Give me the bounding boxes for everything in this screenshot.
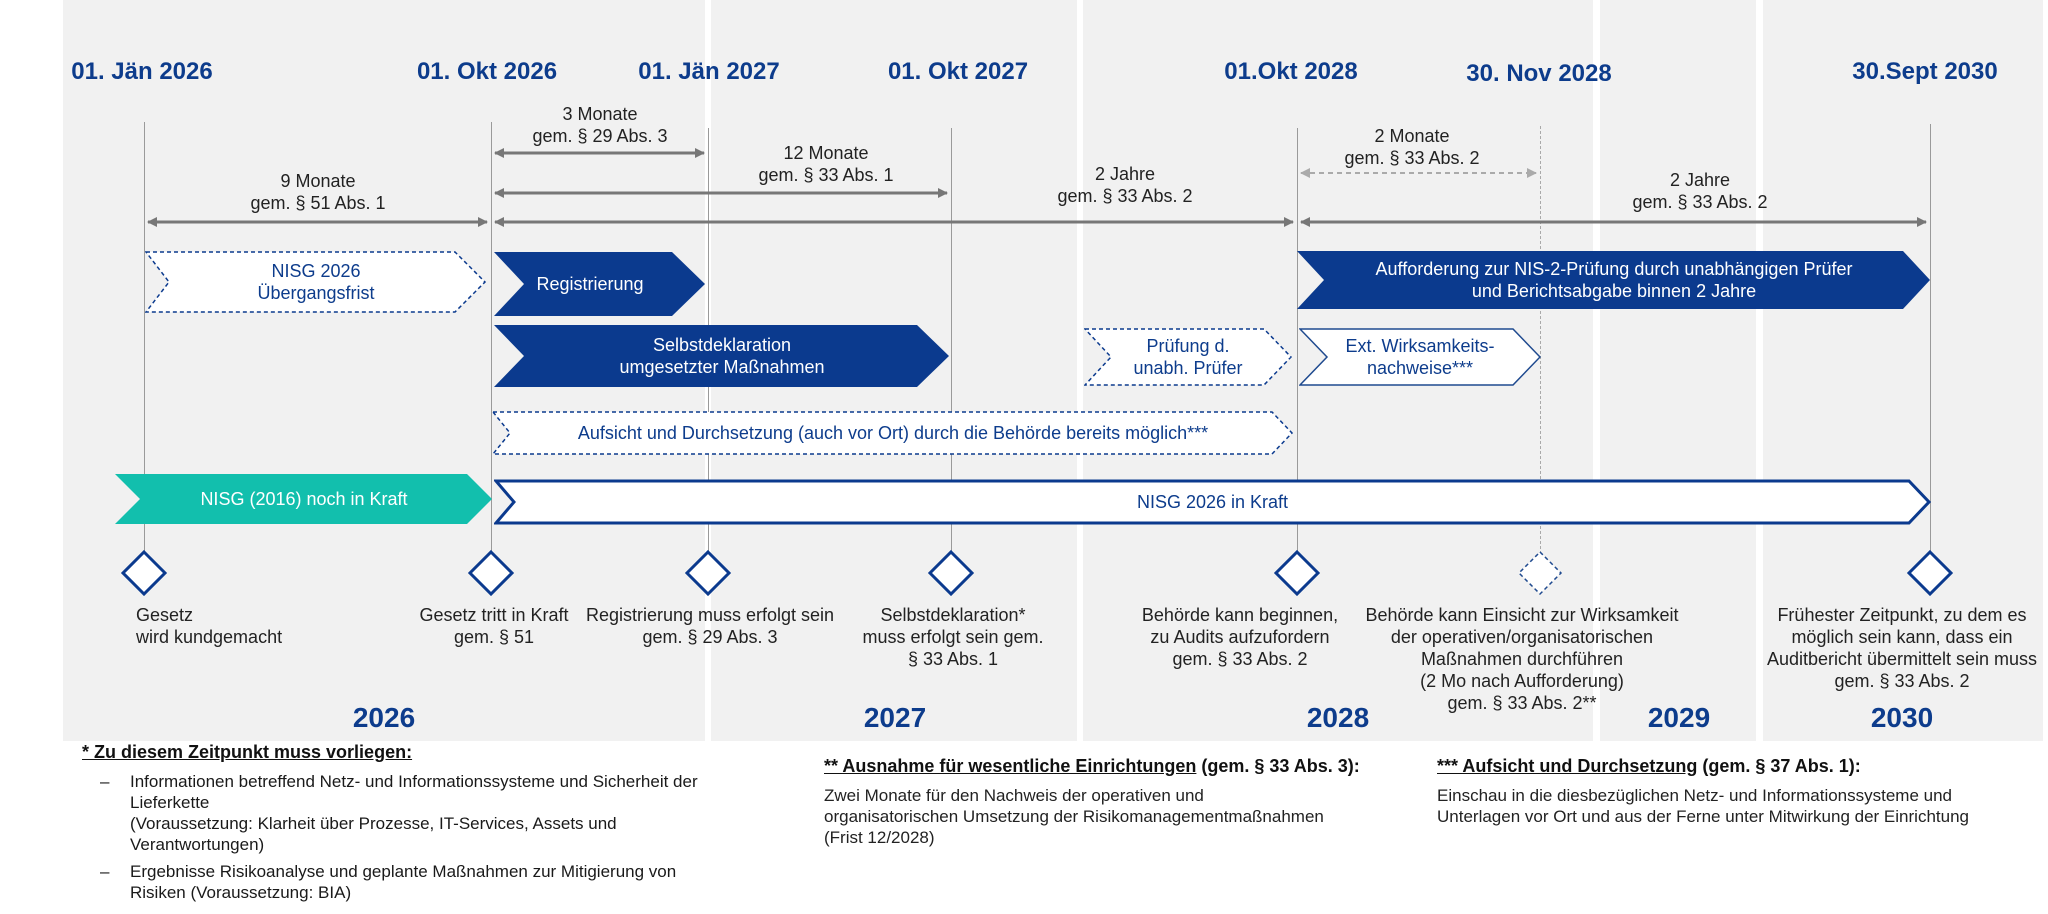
milestone-diamond-icon — [928, 550, 974, 596]
bullet-line: Verantwortungen) — [130, 835, 265, 854]
date-header-jan-2026: 01. Jän 2026 — [71, 58, 213, 85]
phase-label: NISG (2016) noch in Kraft — [200, 489, 408, 509]
phase-pruefung-unabh-pruefer — [1084, 328, 1292, 386]
milestone-line: wird kundgemacht — [136, 627, 283, 647]
milestone-diamond-icon — [121, 550, 167, 596]
date-header-okt-2026: 01. Okt 2026 — [416, 58, 558, 85]
span-duration: 2 Monate — [1374, 126, 1450, 146]
phase-label: Registrierung — [536, 274, 644, 294]
span-reference: gem. § 29 Abs. 3 — [532, 126, 668, 146]
phase-label: Aufsicht und Durchsetzung (auch vor Ort) durch die Behörde bereits möglich*** — [577, 423, 1209, 443]
phase-label: NISG 2026 — [271, 261, 361, 281]
date-header-sept-2030: 30.Sept 2030 — [1852, 58, 1998, 85]
milestone-text-selbstdeklaration — [862, 604, 1043, 670]
milestone-line: Gesetz tritt in Kraft — [419, 605, 569, 625]
footnote-bullet — [82, 771, 802, 855]
footnote-line: Einschau in die diesbezüglichen Netz- und Informationssysteme und — [1437, 786, 1953, 805]
footnote-line: (Frist 12/2028) — [824, 828, 935, 847]
span-reference: gem. § 51 Abs. 1 — [250, 193, 386, 213]
phase-sublabel: umgesetzter Maßnahmen — [619, 357, 825, 377]
milestone-line: gem. § 33 Abs. 2 — [1834, 671, 1970, 691]
year-label-2030: 2030 — [1870, 702, 1934, 733]
date-header-nov-2028: 30. Nov 2028 — [1466, 60, 1612, 87]
phase-nisg-2016-in-kraft — [115, 474, 493, 524]
phase-aufsicht-durchsetzung — [492, 411, 1294, 455]
milestone-line: der operativen/organisatorischen — [1390, 627, 1654, 647]
footnote-ausnahme — [824, 756, 1404, 848]
footnote-aufsicht — [1437, 756, 2037, 827]
milestone-line: Behörde kann beginnen, — [1141, 605, 1339, 625]
phase-label: Selbstdeklaration — [652, 335, 792, 355]
span-duration: 2 Jahre — [1094, 164, 1156, 184]
milestone-diamond-icon — [468, 550, 514, 596]
phase-sublabel: unabh. Prüfer — [1133, 358, 1243, 378]
milestone-diamond-icon — [1274, 550, 1320, 596]
bullet-line: Lieferkette — [130, 793, 210, 812]
phase-sublabel: nachweise*** — [1366, 358, 1474, 378]
footnote-line: Unterlagen vor Ort und aus der Ferne unter Mitwirkung der Einrichtung — [1437, 807, 1969, 826]
phase-registrierung — [494, 252, 706, 316]
milestone-text-registrierung — [586, 604, 834, 648]
span-duration: 2 Jahre — [1669, 170, 1731, 190]
milestone-line: gem. § 33 Abs. 2** — [1447, 693, 1597, 713]
date-header-okt-2027: 01. Okt 2027 — [887, 58, 1029, 85]
span-reference: gem. § 33 Abs. 2 — [1057, 186, 1193, 206]
milestone-line: Behörde kann Einsicht zur Wirksamkeit — [1365, 605, 1679, 625]
span-arrows — [0, 0, 2048, 260]
phase-nisg-2026-in-kraft-bar — [494, 479, 1931, 525]
footnote-title: ** Ausnahme für wesentliche Einrichtungen (gem. § 33 Abs. 3): — [824, 756, 1360, 776]
year-label-2029: 2029 — [1647, 702, 1711, 733]
span-reference: gem. § 33 Abs. 2 — [1344, 148, 1480, 168]
span-reference: gem. § 33 Abs. 2 — [1632, 192, 1768, 212]
milestone-line: (2 Mo nach Aufforderung) — [1420, 671, 1624, 691]
milestone-text-auditbericht — [1767, 604, 2037, 692]
milestone-line: § 33 Abs. 1 — [907, 649, 999, 669]
phase-label: Aufforderung zur NIS-2-Prüfung durch unabhängigen Prüfer — [1375, 259, 1853, 279]
phase-sublabel: und Berichtsabgabe binnen 2 Jahre — [1471, 281, 1757, 301]
year-label-2027: 2027 — [863, 702, 927, 733]
year-label-2026: 2026 — [352, 702, 416, 733]
footnote-voraussetzungen — [82, 742, 802, 903]
dash-bullet-icon: – — [100, 862, 110, 881]
milestone-line: gem. § 51 — [453, 627, 535, 647]
phase-aufforderung-nis2-pruefung — [1297, 251, 1931, 309]
span-duration: 9 Monate — [280, 171, 356, 191]
footnote-body — [1437, 785, 2037, 827]
footnote-line: organisatorischen Umsetzung der Risikomanagementmaßnahmen — [824, 807, 1324, 826]
milestone-line: Gesetz — [136, 605, 194, 625]
bullet-line: (Voraussetzung: Klarheit über Prozesse, IT-Services, Assets und — [130, 814, 617, 833]
phase-uebergangsfrist — [145, 251, 487, 313]
year-label-2028: 2028 — [1306, 702, 1370, 733]
milestone-line: Registrierung muss erfolgt sein — [585, 605, 835, 625]
footnote-title: *** Aufsicht und Durchsetzung (gem. § 37 Abs. 1): — [1437, 756, 1861, 776]
date-header-okt-2028: 01.Okt 2028 — [1224, 58, 1358, 85]
bullet-line: Ergebnisse Risikoanalyse und geplante Maßnahmen zur Mitigierung von — [130, 862, 677, 881]
footnote-line: Zwei Monate für den Nachweis der operativen und — [824, 786, 1204, 805]
milestone-line: gem. § 33 Abs. 2 — [1172, 649, 1308, 669]
milestone-line: möglich sein kann, dass ein — [1791, 627, 2013, 647]
milestone-line: zu Audits aufzufordern — [1150, 627, 1330, 647]
dash-bullet-icon: – — [100, 772, 110, 791]
phase-selbstdeklaration — [494, 325, 950, 387]
date-header-jan-2027: 01. Jän 2027 — [638, 58, 780, 85]
milestone-diamond-dashed-icon — [1517, 550, 1563, 596]
milestone-line: Maßnahmen durchführen — [1420, 649, 1624, 669]
milestone-diamond-icon — [685, 550, 731, 596]
milestone-line: Auditbericht übermittelt sein muss — [1766, 649, 2038, 669]
phase-wirksamkeitsnachweise — [1299, 328, 1541, 386]
phase-sublabel: Übergangsfrist — [257, 283, 375, 303]
milestone-text-einsicht — [1365, 604, 1678, 714]
span-reference: gem. § 33 Abs. 1 — [758, 165, 894, 185]
bullet-line: Risiken (Voraussetzung: BIA) — [130, 883, 352, 902]
milestone-line: Frühester Zeitpunkt, zu dem es — [1777, 605, 2027, 625]
milestone-text-in-kraft — [419, 604, 568, 648]
phase-label: Ext. Wirksamkeits- — [1345, 336, 1495, 356]
footnote-title: * Zu diesem Zeitpunkt muss vorliegen: — [82, 742, 413, 762]
milestone-text-kundgemacht — [136, 604, 282, 648]
bullet-line: Informationen betreffend Netz- und Informationssysteme und Sicherheit der — [130, 772, 698, 791]
span-duration: 12 Monate — [783, 143, 869, 163]
milestone-line: muss erfolgt sein gem. — [862, 627, 1044, 647]
milestone-line: Selbstdeklaration* — [880, 605, 1026, 625]
footnote-body — [824, 785, 1404, 848]
footnote-bullet — [82, 861, 802, 903]
milestone-text-audits — [1142, 604, 1338, 670]
phase-label: Prüfung d. — [1146, 336, 1230, 356]
milestone-diamond-icon — [1907, 550, 1953, 596]
span-duration: 3 Monate — [562, 104, 638, 124]
phase-label: NISG 2026 in Kraft — [1136, 492, 1289, 512]
milestone-line: gem. § 29 Abs. 3 — [642, 627, 778, 647]
